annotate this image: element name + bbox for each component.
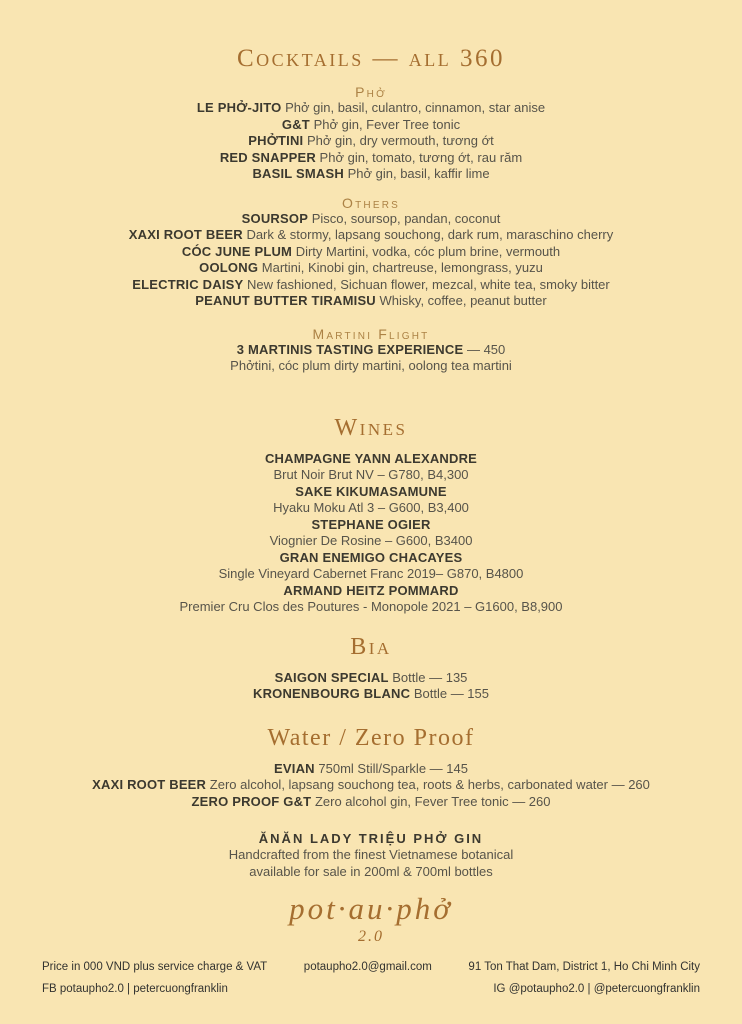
wine-item (0, 451, 742, 468)
menu-item (0, 117, 742, 134)
wine-detail: Single Vineyard Cabernet Franc 2019– G870, B4800 (218, 566, 524, 581)
footer-left (42, 956, 267, 1000)
item-name: BASIL SMASH (252, 166, 344, 181)
wine-detail-line (0, 566, 742, 583)
menu-item (0, 166, 742, 183)
item-desc: Zero alcohol gin, Fever Tree tonic — 260 (314, 793, 551, 809)
item-name: PHỞTINI (248, 133, 304, 148)
item-name: CÓC JUNE PLUM (181, 243, 293, 259)
footer-right (468, 956, 700, 1000)
menu-item (0, 277, 742, 294)
gin-product-name: ĂNĂN LADY TRIỆU PHỞ GIN (258, 831, 484, 846)
wine-name: GRAN ENEMIGO CHACAYES (279, 549, 463, 565)
wine-item (0, 484, 742, 501)
item-name: RED SNAPPER (219, 149, 316, 165)
wine-detail: Premier Cru Clos des Poutures - Monopole 2021 – G1600, B8,900 (179, 599, 563, 614)
brand-logo (0, 890, 742, 946)
menu-item-flight-desc (0, 358, 742, 375)
footer-facebook: FB potaupho2.0 | petercuongfranklin (42, 983, 228, 995)
logo-version: 2.0 (358, 928, 384, 945)
section-title-wines: Wines (334, 414, 408, 441)
item-desc: Phở gin, Fever Tree tonic (313, 116, 461, 132)
item-price: — 450 (466, 341, 506, 357)
item-desc: New fashioned, Sichuan flower, mezcal, white tea, smoky bitter (247, 276, 610, 292)
menu-item (0, 211, 742, 228)
wine-item (0, 583, 742, 600)
water-item (0, 794, 742, 811)
item-desc: Pisco, soursop, pandan, coconut (311, 210, 501, 226)
footer-instagram: IG @potaupho2.0 | @petercuongfranklin (493, 983, 700, 995)
wine-detail: Brut Noir Brut NV – G780, B4,300 (273, 467, 469, 482)
section-label-others: Others (342, 194, 400, 211)
item-desc: Phở gin, dry vermouth, tương ớt (306, 133, 494, 148)
wine-detail: Hyaku Moku Atl 3 – G600, B3,400 (273, 500, 469, 515)
wine-detail-line (0, 500, 742, 517)
item-name: SAIGON SPECIAL (274, 669, 389, 685)
wine-name: CHAMPAGNE YANN ALEXANDRE (264, 450, 478, 466)
item-desc: Phở gin, basil, kaffir lime (347, 166, 490, 181)
wine-detail-line (0, 533, 742, 550)
menu-item (0, 227, 742, 244)
menu-item (0, 133, 742, 150)
item-name: PEANUT BUTTER TIRAMISU (195, 293, 376, 308)
beer-item (0, 670, 742, 687)
beer-item (0, 686, 742, 703)
menu-item (0, 260, 742, 277)
wine-detail-line (0, 467, 742, 484)
item-name: SOURSOP (241, 210, 309, 226)
footer-email: potaupho2.0@gmail.com (303, 961, 432, 973)
wine-detail-line (0, 599, 742, 616)
item-desc: Phở gin, tomato, tương ớt, rau răm (319, 149, 523, 165)
item-name: KRONENBOURG BLANC (252, 686, 411, 701)
item-desc: 750ml Still/Sparkle — 145 (318, 760, 468, 776)
item-name: ELECTRIC DAISY (132, 276, 244, 292)
footer (0, 956, 742, 1024)
gin-desc-line: Handcrafted from the finest Vietnamese botanical (228, 847, 514, 862)
section-title-bia: Bia (350, 633, 392, 660)
gin-desc-line: available for sale in 200ml & 700ml bottles (249, 863, 493, 879)
item-name: ZERO PROOF G&T (191, 793, 312, 809)
item-desc: Zero alcohol, lapsang souchong tea, roots & herbs, carbonated water — 260 (209, 777, 650, 792)
section-label-martini-flight: Martini Flight (312, 325, 430, 342)
menu-item-flight (0, 342, 742, 359)
wine-item (0, 517, 742, 534)
section-title-water-zero-proof: Water / Zero Proof (267, 724, 475, 751)
footer-pricing-note: Price in 000 VND plus service charge & VAT (42, 961, 268, 973)
wine-name: SAKE KIKUMASAMUNE (295, 483, 447, 499)
item-name: LE PHỞ-JITO (196, 100, 282, 115)
footer-address: 91 Ton That Dam, District 1, Ho Chi Minh City (468, 961, 700, 973)
item-desc: Bottle — 155 (413, 686, 489, 701)
item-name: G&T (281, 116, 310, 132)
item-desc: Martini, Kinobi gin, chartreuse, lemongrass, yuzu (261, 260, 543, 275)
wine-item (0, 550, 742, 567)
water-item (0, 777, 742, 794)
item-name: OOLONG (199, 260, 259, 275)
wine-name: STEPHANE OGIER (311, 516, 431, 532)
menu-item (0, 150, 742, 167)
section-label-pho: Phở (355, 84, 387, 100)
menu-item (0, 100, 742, 117)
item-desc: Whisky, coffee, peanut butter (379, 293, 547, 308)
item-desc: Phở gin, basil, culantro, cinnamon, star anise (285, 100, 546, 115)
logo-script: pot·au·phở (289, 891, 453, 926)
item-name: XAXI ROOT BEER (92, 777, 207, 792)
water-item (0, 761, 742, 778)
menu-item (0, 244, 742, 261)
item-desc: Phởtini, cóc plum dirty martini, oolong tea martini (230, 358, 512, 373)
wine-detail: Viognier De Rosine – G600, B3400 (269, 533, 473, 548)
item-desc: Bottle — 135 (392, 669, 468, 685)
item-name: XAXI ROOT BEER (128, 227, 243, 242)
item-name: 3 MARTINIS TASTING EXPERIENCE (236, 341, 464, 357)
item-desc: Dark & stormy, lapsang souchong, dark rum, maraschino cherry (246, 227, 614, 242)
item-desc: Dirty Martini, vodka, cóc plum brine, vermouth (295, 243, 561, 259)
item-name: EVIAN (274, 760, 315, 776)
menu-title: Cocktails — all 360 (237, 45, 505, 72)
menu-item (0, 293, 742, 310)
wine-name: ARMAND HEITZ POMMARD (283, 582, 459, 598)
